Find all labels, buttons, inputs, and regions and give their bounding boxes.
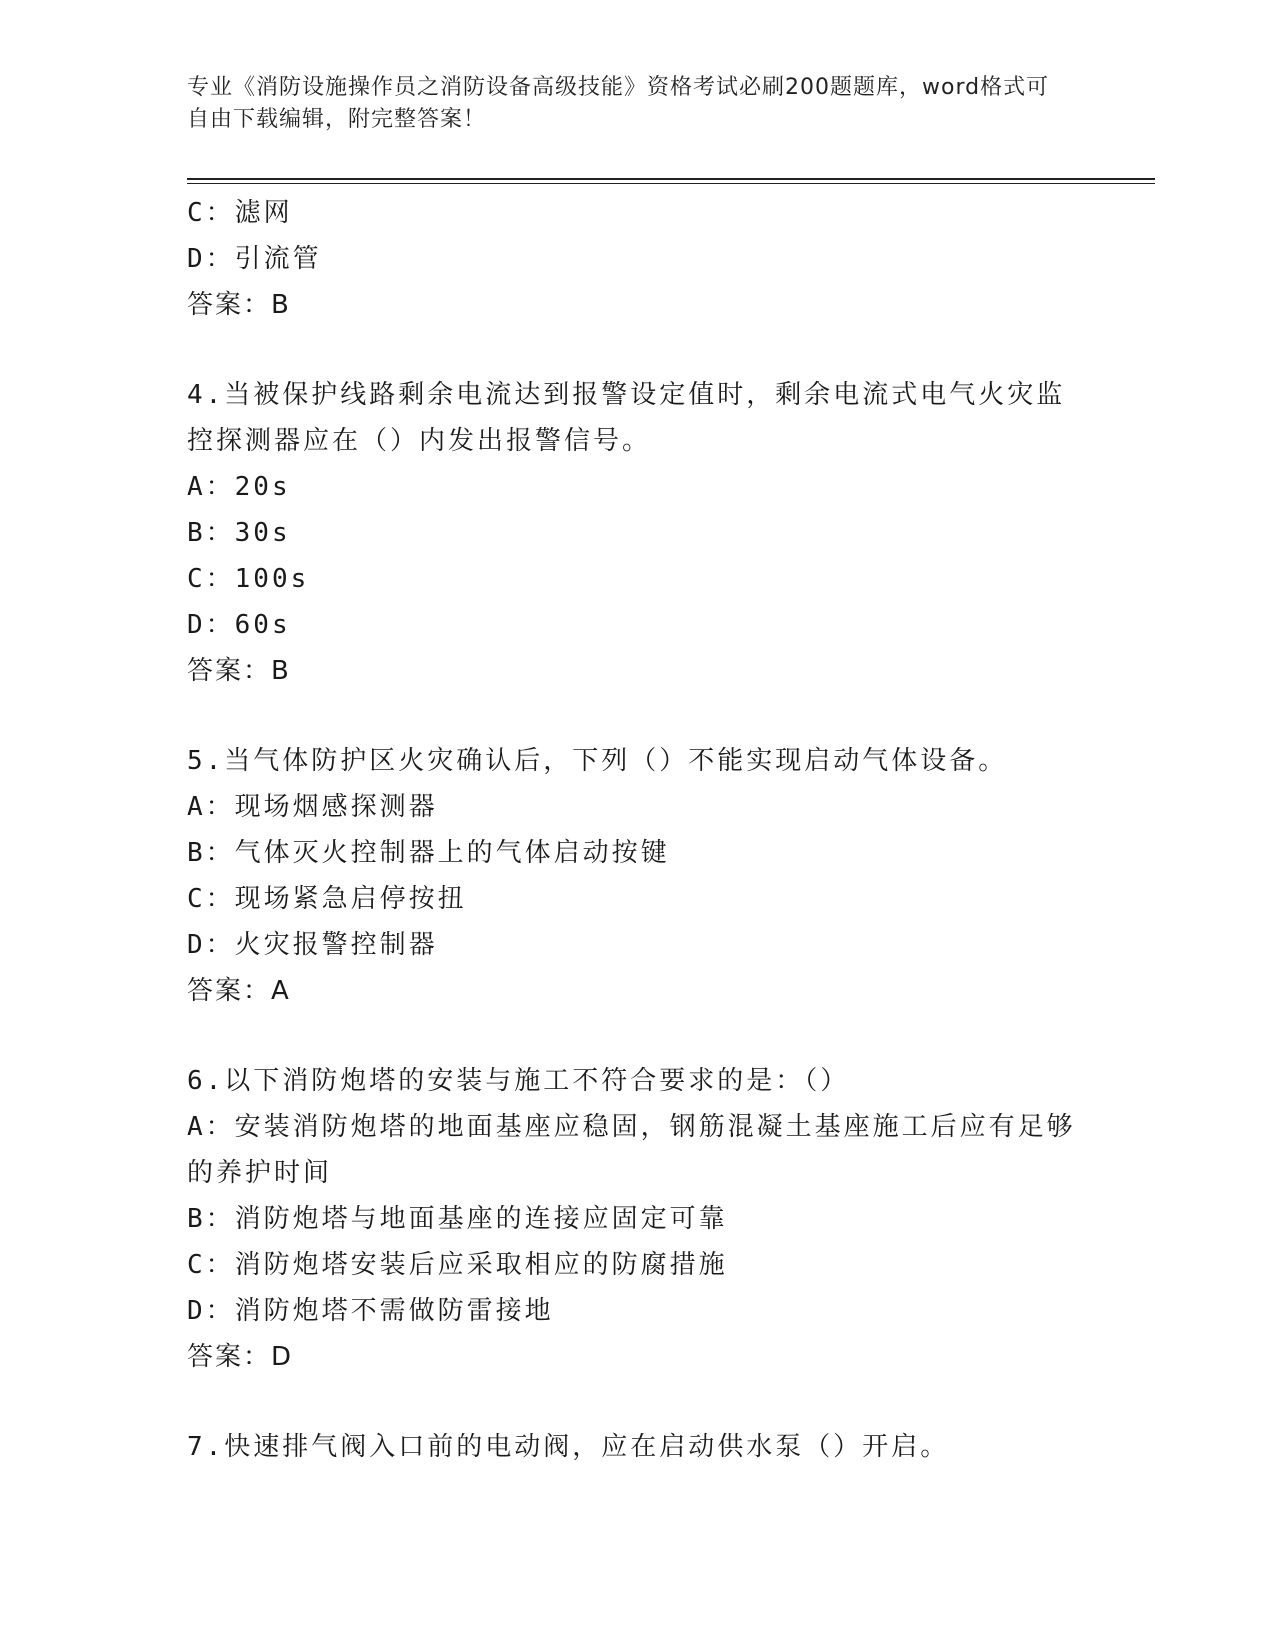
q5-question: 5.当气体防护区火灾确认后，下列（）不能实现启动气体设备。 [187,746,1008,776]
q6-option-a-line1: A：安装消防炮塔的地面基座应稳固，钢筋混凝土基座施工后应有足够 [187,1112,1076,1142]
q5-option-b: B：气体灭火控制器上的气体启动按键 [187,838,670,868]
question-3-tail [187,190,1087,328]
q6-option-d: D：消防炮塔不需做防雷接地 [187,1296,554,1326]
q5-answer: 答案：A [187,976,291,1006]
q6-answer: 答案：D [187,1342,294,1372]
question-7 [187,1424,1087,1470]
q4-question-line2: 控探测器应在（）内发出报警信号。 [187,426,652,456]
document-header [187,72,1067,136]
header-rule-thin [187,183,1155,184]
header-rule-thick [187,178,1155,180]
q4-option-a: A：20s [187,472,291,502]
q7-question: 7.快速排气阀入口前的电动阀，应在启动供水泵（）开启。 [187,1432,950,1462]
q4-question-line1: 4.当被保护线路剩余电流达到报警设定值时，剩余电流式电气火灾监 [187,380,1066,410]
q6-question: 6.以下消防炮塔的安装与施工不符合要求的是：（） [187,1066,850,1096]
q6-option-c: C：消防炮塔安装后应采取相应的防腐措施 [187,1250,728,1280]
q6-option-a-line2: 的养护时间 [187,1158,333,1188]
question-4 [187,372,1087,694]
header-text: 专业《消防设施操作员之消防设备高级技能》资格考试必刷200题题库，word格式可自由下载编辑，附完整答案！ [187,75,1050,132]
q4-option-c: C：100s [187,564,310,594]
q3-option-d: D：引流管 [187,244,322,274]
q5-option-a: A：现场烟感探测器 [187,792,438,822]
q4-option-d: D：60s [187,610,291,640]
q3-answer: 答案：B [187,290,291,320]
q4-answer: 答案：B [187,656,291,686]
q6-option-b: B：消防炮塔与地面基座的连接应固定可靠 [187,1204,728,1234]
question-6 [187,1058,1087,1380]
document-body [187,190,1087,1470]
q4-option-b: B：30s [187,518,291,548]
q5-option-c: C：现场紧急启停按扭 [187,884,467,914]
q5-option-d: D：火灾报警控制器 [187,930,438,960]
question-5 [187,738,1087,1014]
q3-option-c: C：滤网 [187,198,293,228]
